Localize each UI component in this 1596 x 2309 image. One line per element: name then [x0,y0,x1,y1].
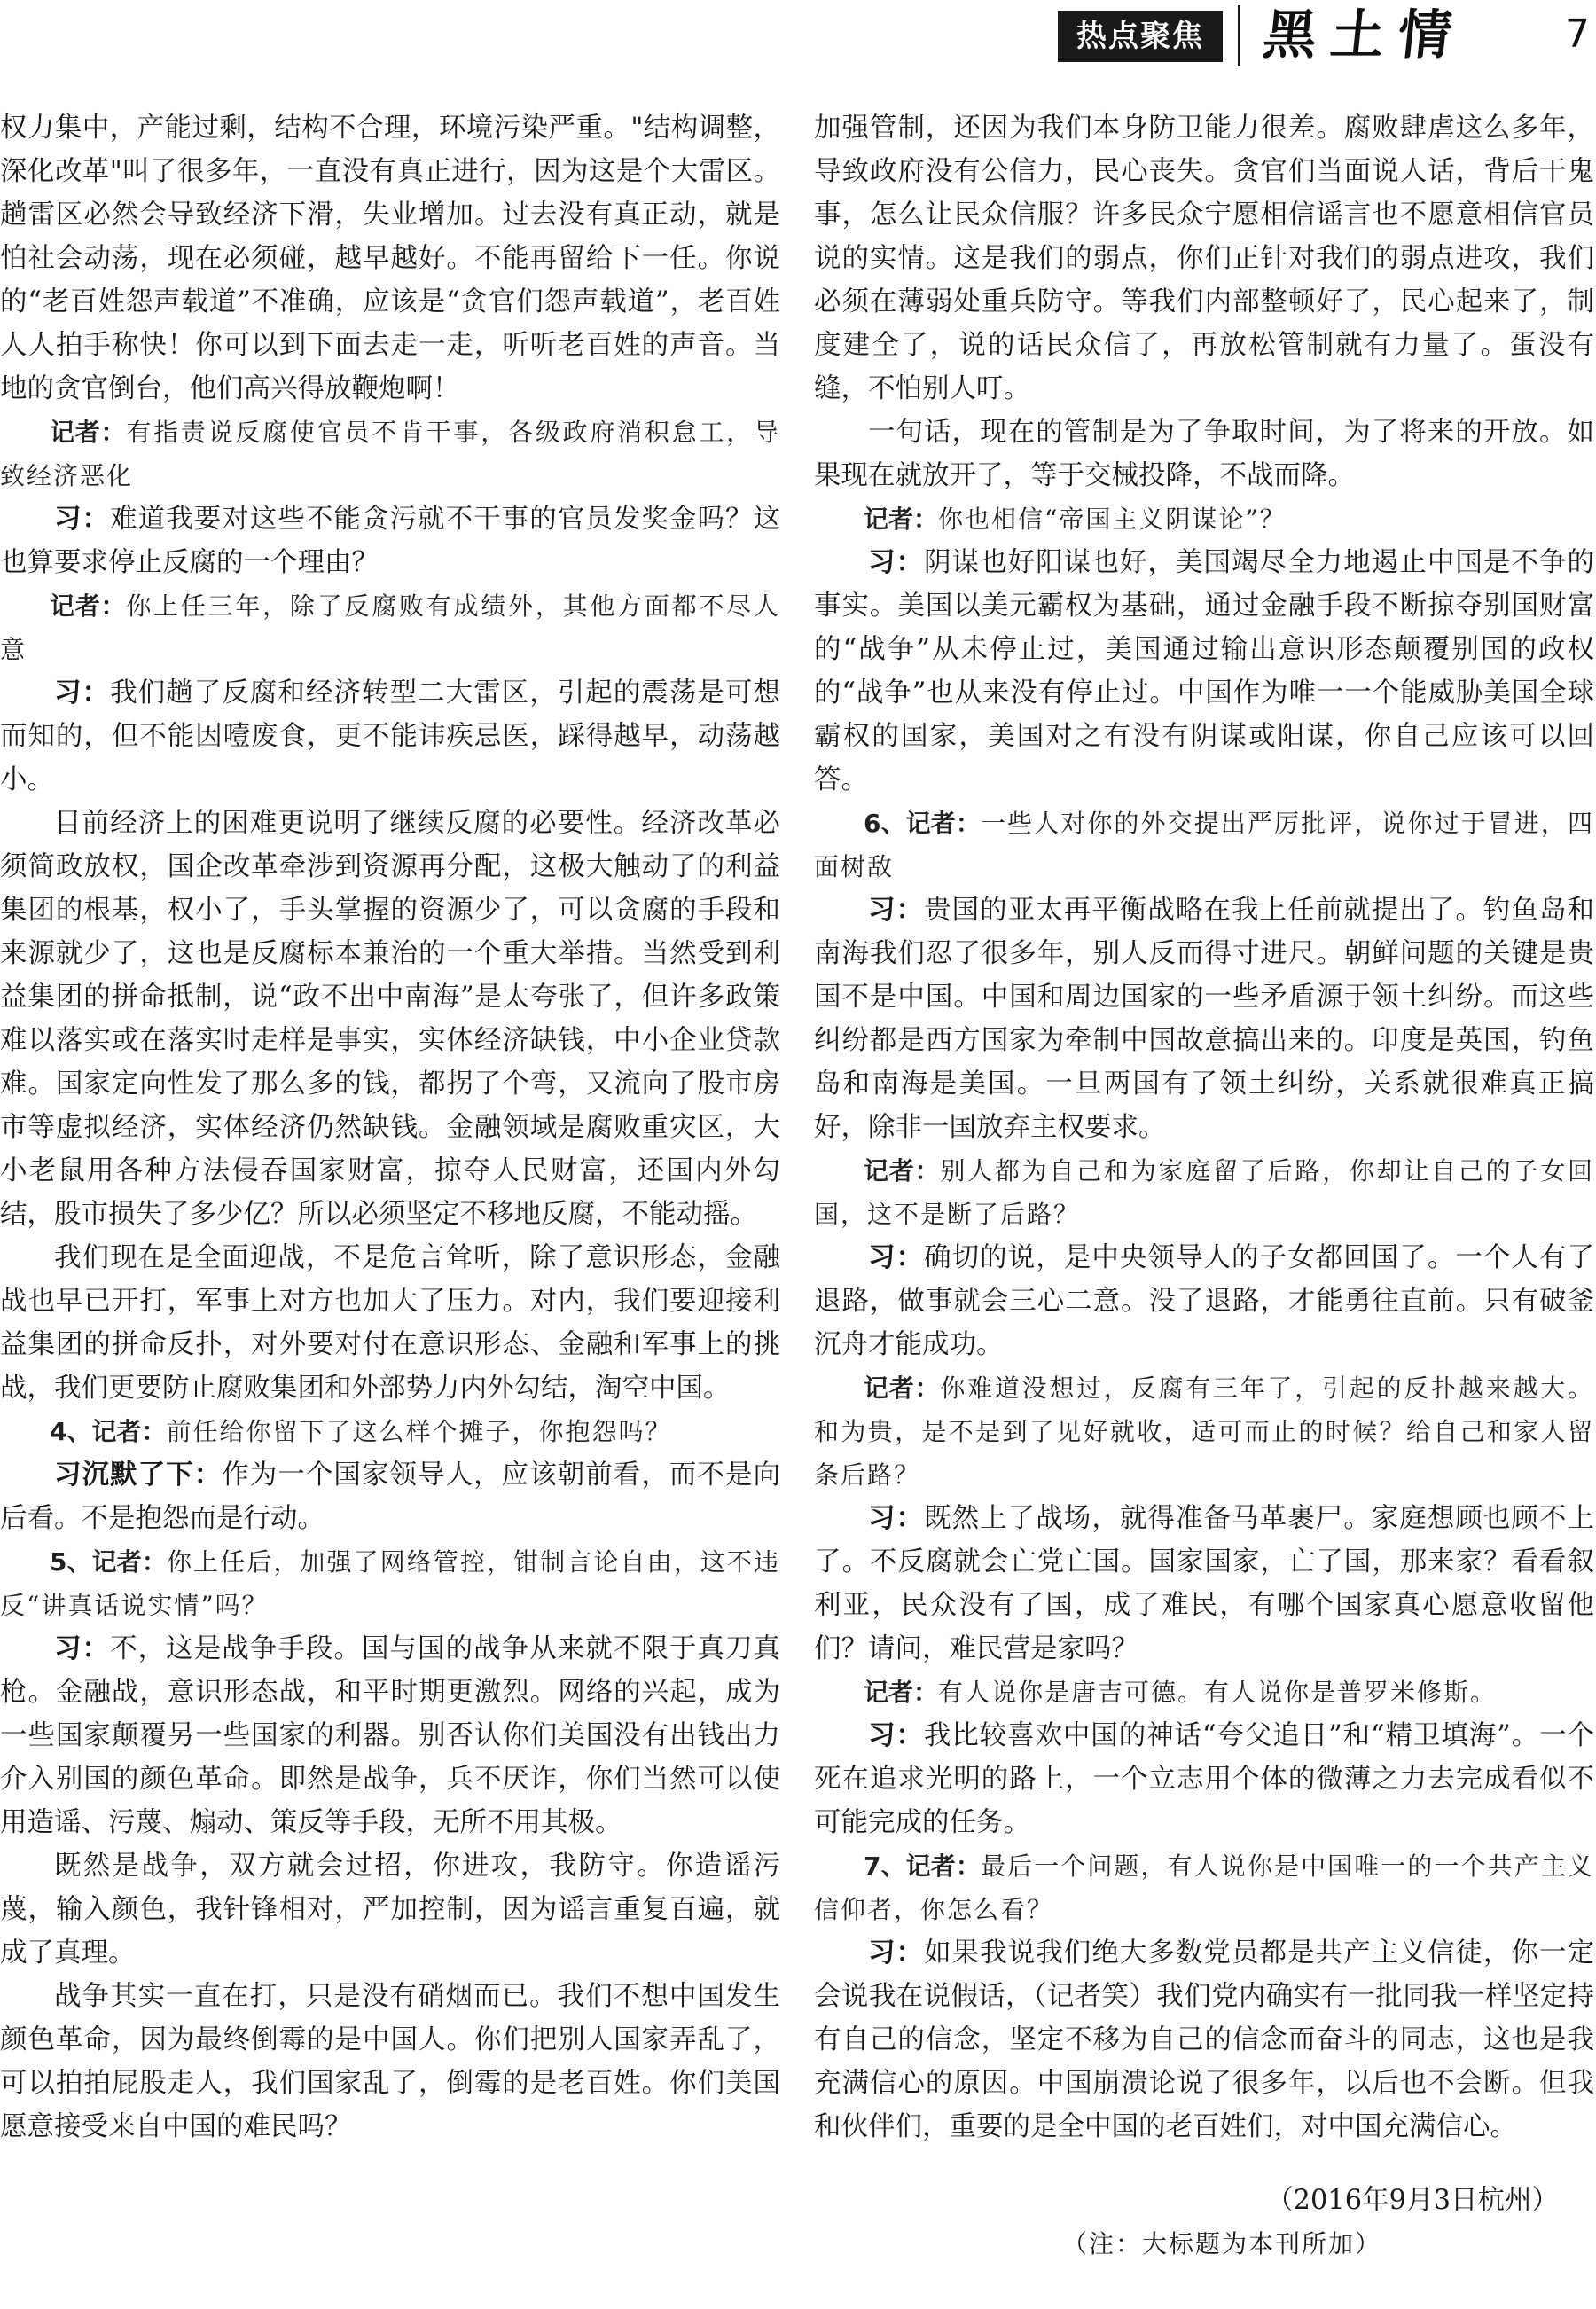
answer-paragraph [814,1931,1594,2149]
paragraph-text: 目前经济上的困难更说明了继续反腐的必要性。经济改革必须简政放权，国企改革牵涉到资源再分配，这极大触动了的利益集团的根基，权小了，手头掌握的资源少了，可以贪腐的手段和来源就少了，这也是反腐标本兼治的一个重大举措。当然受到利益集团的拼命抵制，说“政不出中南海”是太夸张了，但许多政策难以落实或在落实时走样是事实，实体经济缺钱，中小企业贷款难。国家定向性发了那么多的钱，都拐了个弯，又流向了股市房市等虚拟经济，实体经济仍然缺钱。金融领域是腐败重灾区，大小老鼠用各种方法侵吞国家财富，掠夺人民财富，还国内外勾结，股市损失了多少亿？所以必须坚定不移地反腐，不能动摇。 [0,808,780,1230]
right-column [814,106,1594,2266]
speaker-label: 习： [54,677,111,708]
speaker-label: 记者： [50,591,127,621]
paragraph-text: 一些人对你的外交提出严厉批评，说你过于冒进，四面树敌 [814,809,1594,881]
answer-paragraph [814,1497,1594,1671]
header-divider [1238,5,1240,66]
paragraph-text: 我比较喜欢中国的神话“夸父追日”和“精卫填海”。一个死在追求光明的路上，一个立志用个体的微薄之力去完成看似不可能完成的任务。 [814,1720,1594,1838]
question-paragraph [0,584,780,671]
question-paragraph [814,802,1594,888]
paragraph-text: 既然上了战场，就得准备马革裹尸。家庭想顾也顾不上了。不反腐就会亡党亡国。国家国家，亡了国，那来家？看看叙利亚，民众没有了国，成了难民，有哪个国家真心愿意收留他们？请问，难民营是家吗？ [814,1503,1595,1664]
speaker-label: 习： [868,1242,925,1273]
speaker-label: 记者： [864,1156,941,1186]
question-paragraph [814,1671,1594,1714]
paragraph-text: 贵国的亚太再平衡战略在我上任前就提出了。钓鱼岛和南海我们忍了很多年，别人反而得寸进尺。朝鲜问题的关键是贵国不是中国。中国和周边国家的一些矛盾源于领土纠纷。而这些纠纷都是西方国家为牵制中国故意搞出来的。印度是英国，钓鱼岛和南海是美国。一旦两国有了领土纠纷，关系就很难真正搞好，除非一国放弃主权要求。 [814,895,1595,1143]
question-paragraph [814,1844,1594,1931]
paragraph-text: 有指责说反腐使官员不肯干事，各级政府消积怠工，导致经济恶化 [0,418,780,490]
paragraph-text: 你上任三年，除了反腐败有成绩外，其他方面都不尽人意 [0,591,780,664]
answer-paragraph [0,1453,780,1540]
paragraph-text: 如果我说我们绝大多数党员都是共产主义信徒，你一定会说我在说假话，（记者笑）我们党内确实有一批同我一样坚定持有自己的信念，坚定不移为自己的信念而奋斗的同志，这也是我充满信心的原因。中国崩溃论说了很多年，以后也不会断。但我和伙伴们，重要的是全中国的老百姓们，对中国充满信心。 [814,1937,1595,2142]
speaker-label: 习： [868,1937,925,1969]
paragraph-text: 你也相信“帝国主义阴谋论”？ [938,505,1287,534]
speaker-label: 习： [54,1633,111,1664]
answer-paragraph [814,541,1594,802]
paragraph-text: 既然是战争，双方就会过招，你进攻，我防守。你造谣污蔑，输入颜色，我针锋相对，严加控制，因为谣言重复百遍，就成了真理。 [0,1851,780,1969]
speaker-label: 习沉默了下： [54,1460,223,1491]
answer-paragraph [0,497,780,584]
answer-paragraph [0,671,780,802]
paragraph-text: 阴谋也好阳谋也好，美国竭尽全力地遏止中国是不争的事实。美国以美元霸权为基础，通过金融手段不断掠夺别国财富的“战争”从未停止过，美国通过输出意识形态颠覆别国的政权的“战争”也从来没有停止过。中国作为唯一一个能威胁美国全球霸权的国家，美国对之有没有阴谋或阳谋，你自己应该可以回答。 [814,547,1595,795]
answer-paragraph [814,1714,1594,1844]
speaker-label: 习： [868,1503,925,1534]
page-number: 7 [1565,12,1590,57]
speaker-label: 7、记者： [864,1851,981,1881]
page-header [0,0,1596,73]
speaker-label: 习： [868,1720,924,1751]
left-column [0,106,780,2149]
paragraph [0,1236,780,1410]
speaker-label: 记者： [864,505,939,534]
question-paragraph [814,1149,1594,1236]
paragraph-text: 有人说你是唐吉可德。有人说你是普罗米修斯。 [938,1678,1498,1707]
paragraph-text: 作为一个国家领导人，应该朝前看，而不是向后看。不是抱怨而是行动。 [0,1460,781,1534]
paragraph [0,802,780,1236]
paragraph [0,1844,780,1975]
paragraph [814,411,1594,497]
question-paragraph [0,1540,780,1627]
answer-paragraph [814,888,1594,1149]
paragraph [0,106,780,411]
answer-paragraph [814,1236,1594,1366]
paragraph-text: 一句话，现在的管制是为了争取时间，为了将来的开放。如果现在就放开了，等于交械投降，不战而降。 [814,417,1594,491]
paragraph-text: 不，这是战争手段。国与国的战争从来就不限于真刀真枪。金融战，意识形态战，和平时期更激烈。网络的兴起，成为一些国家颠覆另一些国家的利器。别否认你们美国没有出钱出力介入别国的颜色革命。即然是战争，兵不厌诈，你们当然可以使用造谣、污蔑、煽动、策反等手段，无所不用其极。 [0,1633,781,1838]
paragraph [814,106,1594,411]
paragraph-text: 加强管制，还因为我们本身防卫能力很差。腐败肆虐这么多年，导致政府没有公信力，民心丧失。贪官们当面说人话，背后干鬼事，怎么让民众信服？许多民众宁愿相信谣言也不愿意相信官员说的实情。这是我们的弱点，你们正针对我们的弱点进攻，我们必须在薄弱处重兵防守。等我们内部整顿好了，民心起来了，制度建全了，说的话民众信了，再放松管制就有力量了。蛋没有缝，不怕别人叮。 [814,113,1594,404]
speaker-label: 4、记者： [50,1417,167,1446]
question-paragraph [0,1410,780,1453]
speaker-label: 5、记者： [50,1547,167,1577]
paragraph-text: 最后一个问题，有人说你是中国唯一的一个共产主义信仰者，你怎么看？ [814,1851,1594,1924]
paragraph-text: 你上任后，加强了网络管控，钳制言论自由，这不违反“讲真话说实情”吗？ [0,1547,780,1620]
speaker-label: 习： [868,895,925,926]
speaker-label: 习： [868,547,925,578]
paragraph-text: 我们现在是全面迎战，不是危言耸听，除了意识形态，金融战也早已开打，军事上对方也加大了压力。对内，我们要迎接利益集团的拼命反扑，对外要对付在意识形态、金融和军事上的挑战，我们更要防止腐败集团和外部势力内外勾结，淘空中国。 [0,1242,780,1404]
editor-note: （注：大标题为本刊所加） [1061,2229,1381,2258]
dateline: （2016年9月3日杭州） [1266,2185,1559,2216]
speaker-label: 6、记者： [864,809,981,838]
section-tag: 热点聚焦 [1058,11,1223,62]
answer-paragraph [0,1627,780,1844]
paragraph-text: 确切的说，是中央领导人的子女都回国了。一个人有了退路，做事就会三心二意。没了退路，才能勇往直前。只有破釜沉舟才能成功。 [814,1242,1595,1360]
paragraph-text: 难道我要对这些不能贪污就不干事的官员发奖金吗？这也算要求停止反腐的一个理由？ [0,504,781,578]
paragraph-text: 你难道没想过，反腐有三年了，引起的反扑越来越大。和为贵，是不是到了见好就收，适可而止的时候？给自己和家人留条后路？ [814,1374,1594,1490]
question-paragraph [814,497,1594,541]
speaker-label: 记者： [864,1374,941,1403]
speaker-label: 记者： [50,418,127,447]
paragraph-text: 别人都为自己和为家庭留了后路，你却让自己的子女回国，这不是断了后路？ [814,1156,1594,1229]
paragraph-text: 战争其实一直在打，只是没有硝烟而已。我们不想中国发生颜色革命，因为最终倒霉的是中国人。你们把别人国家弄乱了，可以拍拍屁股走人，我们国家乱了，倒霉的是老百姓。你们美国愿意接受来自中国的难民吗？ [0,1981,780,2142]
question-paragraph [0,411,780,497]
speaker-label: 记者： [864,1678,939,1707]
question-paragraph [814,1366,1594,1497]
paragraph [0,1975,780,2149]
paragraph-text: 我们趟了反腐和经济转型二大雷区，引起的震荡是可想而知的，但不能因噎废食，更不能讳疾忌医，踩得越早，动荡越小。 [0,677,781,795]
paragraph-text: 权力集中，产能过剩，结构不合理，环境污染严重。"结构调整，深化改革"叫了很多年，一直没有真正进行，因为这是个大雷区。趟雷区必然会导致经济下滑，失业增加。过去没有真正动，就是怕社会动荡，现在必须碰，越早越好。不能再留给下一任。你说的“老百姓怨声载道”不准确，应该是“贪官们怨声载道”，老百姓人人拍手称快！你可以到下面去走一走，听听老百姓的声音。当地的贪官倒台，他们高兴得放鞭炮啊！ [0,113,780,404]
paragraph-text: 前任给你留下了这么样个摊子，你抱怨吗？ [166,1417,672,1446]
speaker-label: 习： [54,504,111,535]
magazine-logo: 黑土情 [1260,4,1469,67]
